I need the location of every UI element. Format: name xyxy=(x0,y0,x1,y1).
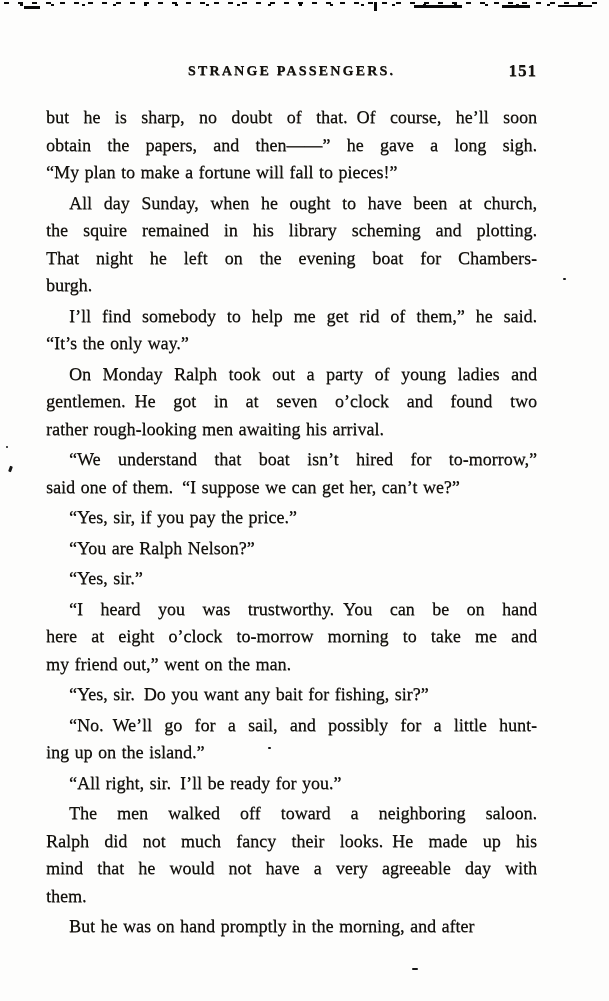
page-number: 151 xyxy=(508,61,537,80)
text-line: The men walked off toward a neighboring saloon. xyxy=(69,803,537,823)
paragraph xyxy=(46,712,537,767)
text-line: “No. We’ll go for a sail, and possibly for a little hunt- xyxy=(69,714,537,735)
text-line: “You are Ralph Nelson?” xyxy=(69,537,255,558)
paragraph xyxy=(46,504,537,532)
text-line: obtain the papers, and then——” he gave a long sigh. xyxy=(46,134,537,155)
text-line: ing up on the island.” xyxy=(46,742,205,762)
paragraph xyxy=(46,800,537,910)
paragraph xyxy=(46,104,537,187)
paragraph xyxy=(46,770,537,798)
text-line: Ralph did not much fancy their looks. He made up his xyxy=(46,830,537,851)
text-line: “We understand that boat isn’t hired for to-morrow,” xyxy=(69,449,537,469)
scan-dash-artifact xyxy=(558,5,592,7)
scan-torn-edge-artifact xyxy=(4,2,605,7)
text-line: “I heard you was trustworthy. You can be on hand xyxy=(69,598,537,619)
text-line: I’ll find somebody to help me get rid of them,” he said. xyxy=(69,305,537,326)
scan-speckle xyxy=(268,747,271,749)
text-line: here at eight o’clock to-morrow morning to take me and xyxy=(46,626,537,646)
page-body xyxy=(46,104,537,941)
text-line: them. xyxy=(46,885,87,906)
paragraph xyxy=(46,190,537,300)
scan-speckle xyxy=(412,968,418,970)
paragraph xyxy=(46,535,537,563)
text-line: “All right, sir. I’ll be ready for you.” xyxy=(69,772,342,793)
text-line: burgh. xyxy=(46,275,93,295)
page-header xyxy=(46,61,537,88)
scan-dash-artifact xyxy=(374,2,377,11)
paragraph xyxy=(46,446,537,501)
text-line: but he is sharp, no doubt of that. Of course, he’ll soon xyxy=(46,107,537,127)
scan-dash-artifact xyxy=(414,5,462,8)
text-line: mind that he would not have a very agreeable day with xyxy=(46,858,537,878)
scan-speckle xyxy=(8,466,13,473)
running-title: STRANGE PASSENGERS. xyxy=(187,64,396,79)
text-line: my friend out,” went on the man. xyxy=(46,653,291,674)
text-line: “Yes, sir, if you pay the price.” xyxy=(69,507,297,527)
text-line: On Monday Ralph took out a party of young ladies and xyxy=(69,363,537,384)
text-line: But he was on hand promptly in the morning, and after xyxy=(69,916,475,936)
text-line: “Yes, sir.” xyxy=(69,568,143,588)
text-line: gentlemen. He got in at seven o’clock and found two xyxy=(46,391,537,411)
text-line: rather rough-looking men awaiting his arrival. xyxy=(46,418,384,439)
text-line: “Yes, sir. Do you want any bait for fishing, sir?” xyxy=(69,684,429,704)
text-line: the squire remained in his library scheming and plotting. xyxy=(46,220,537,240)
paragraph xyxy=(46,681,537,709)
text-line: That night he left on the evening boat for Chambers- xyxy=(46,247,537,268)
text-line: said one of them. “I suppose we can get her, can’t we?” xyxy=(46,476,460,497)
text-line: “My plan to make a fortune will fall to pieces!” xyxy=(46,162,398,182)
scan-speckle xyxy=(6,446,8,448)
paragraph xyxy=(46,303,537,358)
scan-speckle xyxy=(563,278,566,280)
paragraph xyxy=(46,565,537,593)
paragraph xyxy=(46,913,537,941)
text-line: “It’s the only way.” xyxy=(46,333,189,353)
paragraph xyxy=(46,361,537,444)
text-line: All day Sunday, when he ought to have been at church, xyxy=(69,192,537,213)
scan-dash-artifact xyxy=(502,5,530,8)
scan-dash-artifact xyxy=(24,6,40,9)
paragraph xyxy=(46,596,537,679)
